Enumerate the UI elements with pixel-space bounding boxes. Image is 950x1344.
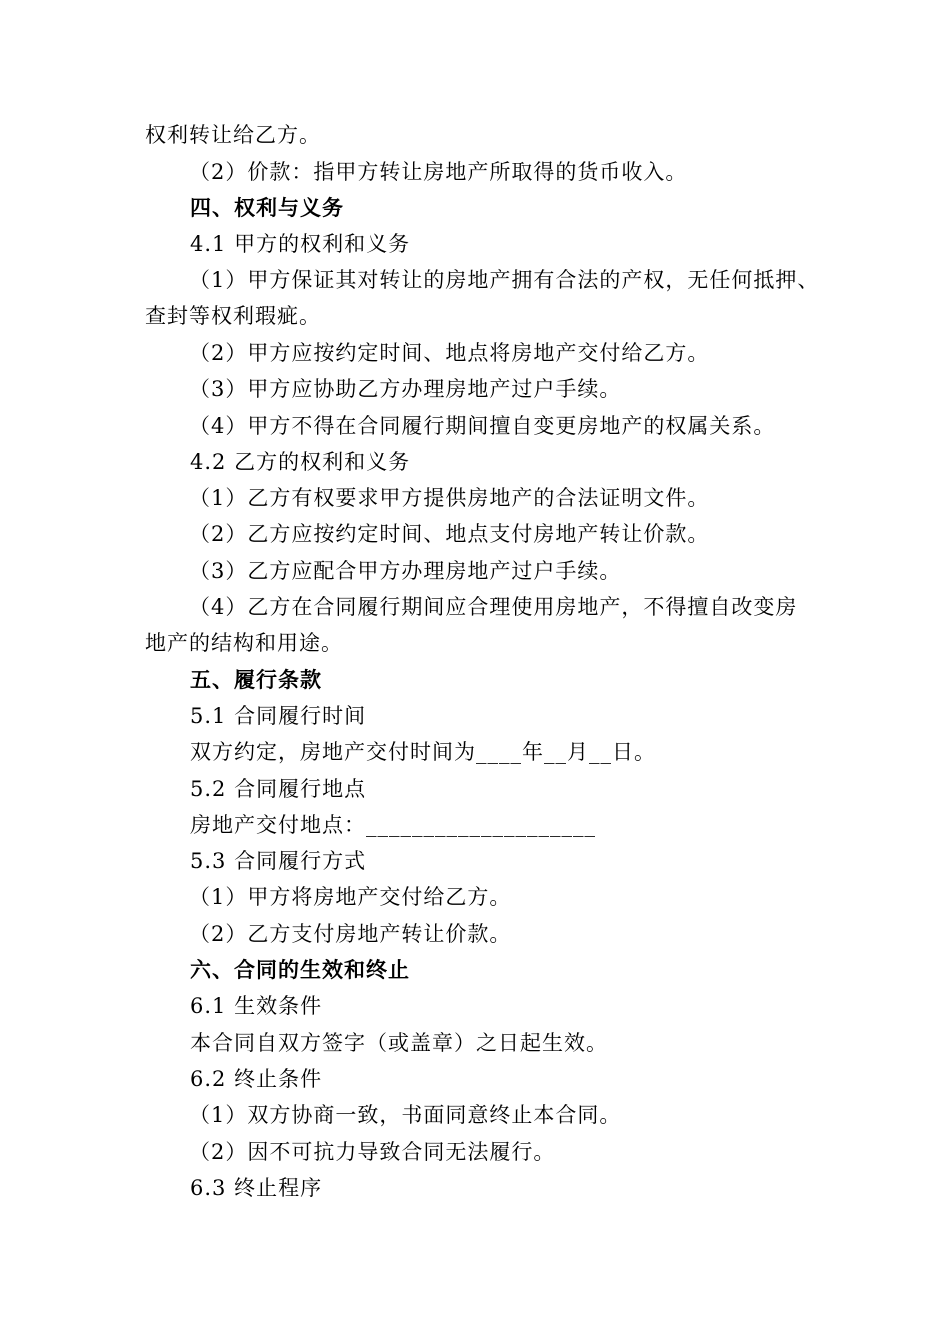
text-line: （1）甲方保证其对转让的房地产拥有合法的产权，无任何抵押、 [189, 268, 820, 292]
text-line: （2）乙方支付房地产转让价款。 [189, 922, 512, 946]
text-line: 查封等权利瑕疵。 [145, 304, 321, 328]
subsection-heading: 6.3 终止程序 [190, 1176, 323, 1200]
subsection-heading: 5.3 合同履行方式 [190, 849, 367, 873]
subsection-heading: 6.2 终止条件 [190, 1067, 323, 1091]
text-line: （4）甲方不得在合同履行期间擅自变更房地产的权属关系。 [189, 414, 776, 438]
text-line: （1）甲方将房地产交付给乙方。 [189, 885, 512, 909]
subsection-heading: 5.2 合同履行地点 [190, 777, 367, 801]
text-line: 权利转让给乙方。 [145, 123, 321, 147]
text-line: （3）甲方应协助乙方办理房地产过户手续。 [189, 377, 622, 401]
subsection-heading: 6.1 生效条件 [190, 994, 323, 1018]
subsection-heading: 4.2 乙方的权利和义务 [190, 450, 411, 474]
section-heading: 五、履行条款 [190, 667, 322, 692]
text-line: （2）甲方应按约定时间、地点将房地产交付给乙方。 [189, 341, 710, 365]
text-line: 本合同自双方签字（或盖章）之日起生效。 [190, 1031, 608, 1055]
text-line: （1）双方协商一致，书面同意终止本合同。 [189, 1103, 622, 1127]
section-heading: 四、权利与义务 [190, 195, 344, 220]
text-line: 地产的结构和用途。 [145, 631, 343, 655]
section-heading: 六、合同的生效和终止 [190, 957, 410, 982]
text-line: 双方约定，房地产交付时间为____年__月__日。 [190, 740, 656, 764]
subsection-heading: 4.1 甲方的权利和义务 [190, 232, 411, 256]
text-line: （1）乙方有权要求甲方提供房地产的合法证明文件。 [189, 486, 710, 510]
text-line: （4）乙方在合同履行期间应合理使用房地产，不得擅自改变房 [189, 595, 798, 619]
text-line: （2）因不可抗力导致合同无法履行。 [189, 1140, 556, 1164]
text-line: （3）乙方应配合甲方办理房地产过户手续。 [189, 559, 622, 583]
text-line: 房地产交付地点：____________________ [190, 813, 596, 837]
text-line: （2）乙方应按约定时间、地点支付房地产转让价款。 [189, 522, 710, 546]
subsection-heading: 5.1 合同履行时间 [190, 704, 367, 728]
text-line: （2）价款：指甲方转让房地产所取得的货币收入。 [189, 160, 688, 184]
